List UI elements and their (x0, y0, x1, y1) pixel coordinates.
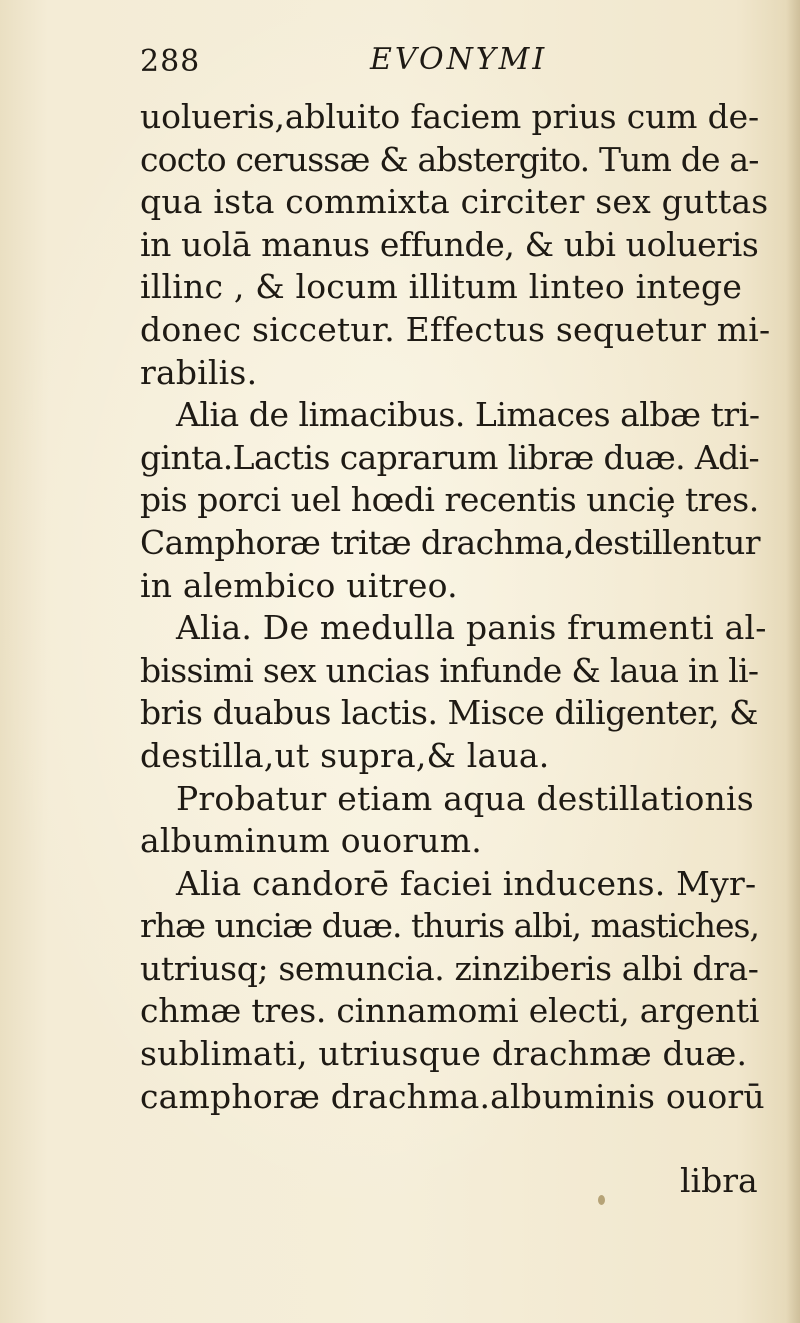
text-line: Camphoræ tritæ drachma,destillentur (140, 522, 760, 562)
page-number: 288 (140, 44, 201, 79)
text-line: donec siccetur. Effectus sequetur mi- (140, 309, 771, 349)
text-line: destilla,ut supra,& laua. (140, 735, 550, 775)
catchword: libra (680, 1161, 758, 1200)
text-line: uolueris,abluito faciem prius cum de- (140, 97, 759, 136)
text-line: bissimi sex uncias infunde & laua in li- (140, 650, 759, 690)
text-line: illinc , & locum illitum linteo intege (140, 267, 743, 307)
text-line: sublimati, utriusque drachmæ duæ. (140, 1034, 748, 1074)
text-line: Probatur etiam aqua destillationis (176, 778, 754, 818)
text-line: in uolā manus effunde, & ubi uolueris (140, 224, 759, 264)
text-line: albuminum ouorum. (140, 821, 482, 861)
text-line: camphoræ drachma.albuminis ouorū (140, 1076, 765, 1116)
text-line: utriusq; semuncia. zinziberis albi dra- (140, 948, 759, 988)
page-edge-shadow (786, 0, 800, 1323)
body-text (140, 96, 770, 1118)
text-line: pis porci uel hœdi recentis unciȩ tres. (140, 480, 759, 520)
page-header (140, 40, 640, 90)
text-line: ginta.Lactis caprarum libræ duæ. Adi- (140, 437, 760, 477)
text-line: rabilis. (140, 352, 258, 392)
text-line: Alia de limacibus. Limaces albæ tri- (176, 395, 760, 435)
text-line: chmæ tres. cinnamomi electi, argenti (140, 991, 760, 1031)
text-line: bris duabus lactis. Misce diligenter, & (140, 693, 759, 733)
text-line: qua ista commixta circiter sex guttas (140, 182, 769, 222)
text-line: Alia. De medulla panis frumenti al- (176, 608, 767, 648)
text-line: rhæ unciæ duæ. thuris albi, mastiches, (140, 906, 759, 946)
text-line: in alembico uitreo. (140, 565, 458, 605)
running-title: EVONYMI (370, 42, 548, 77)
ink-speck (598, 1195, 605, 1205)
text-line: Alia candorē faciei inducens. Myr- (176, 863, 757, 903)
text-line: cocto cerussæ & abstergito. Tum de a- (140, 139, 759, 179)
